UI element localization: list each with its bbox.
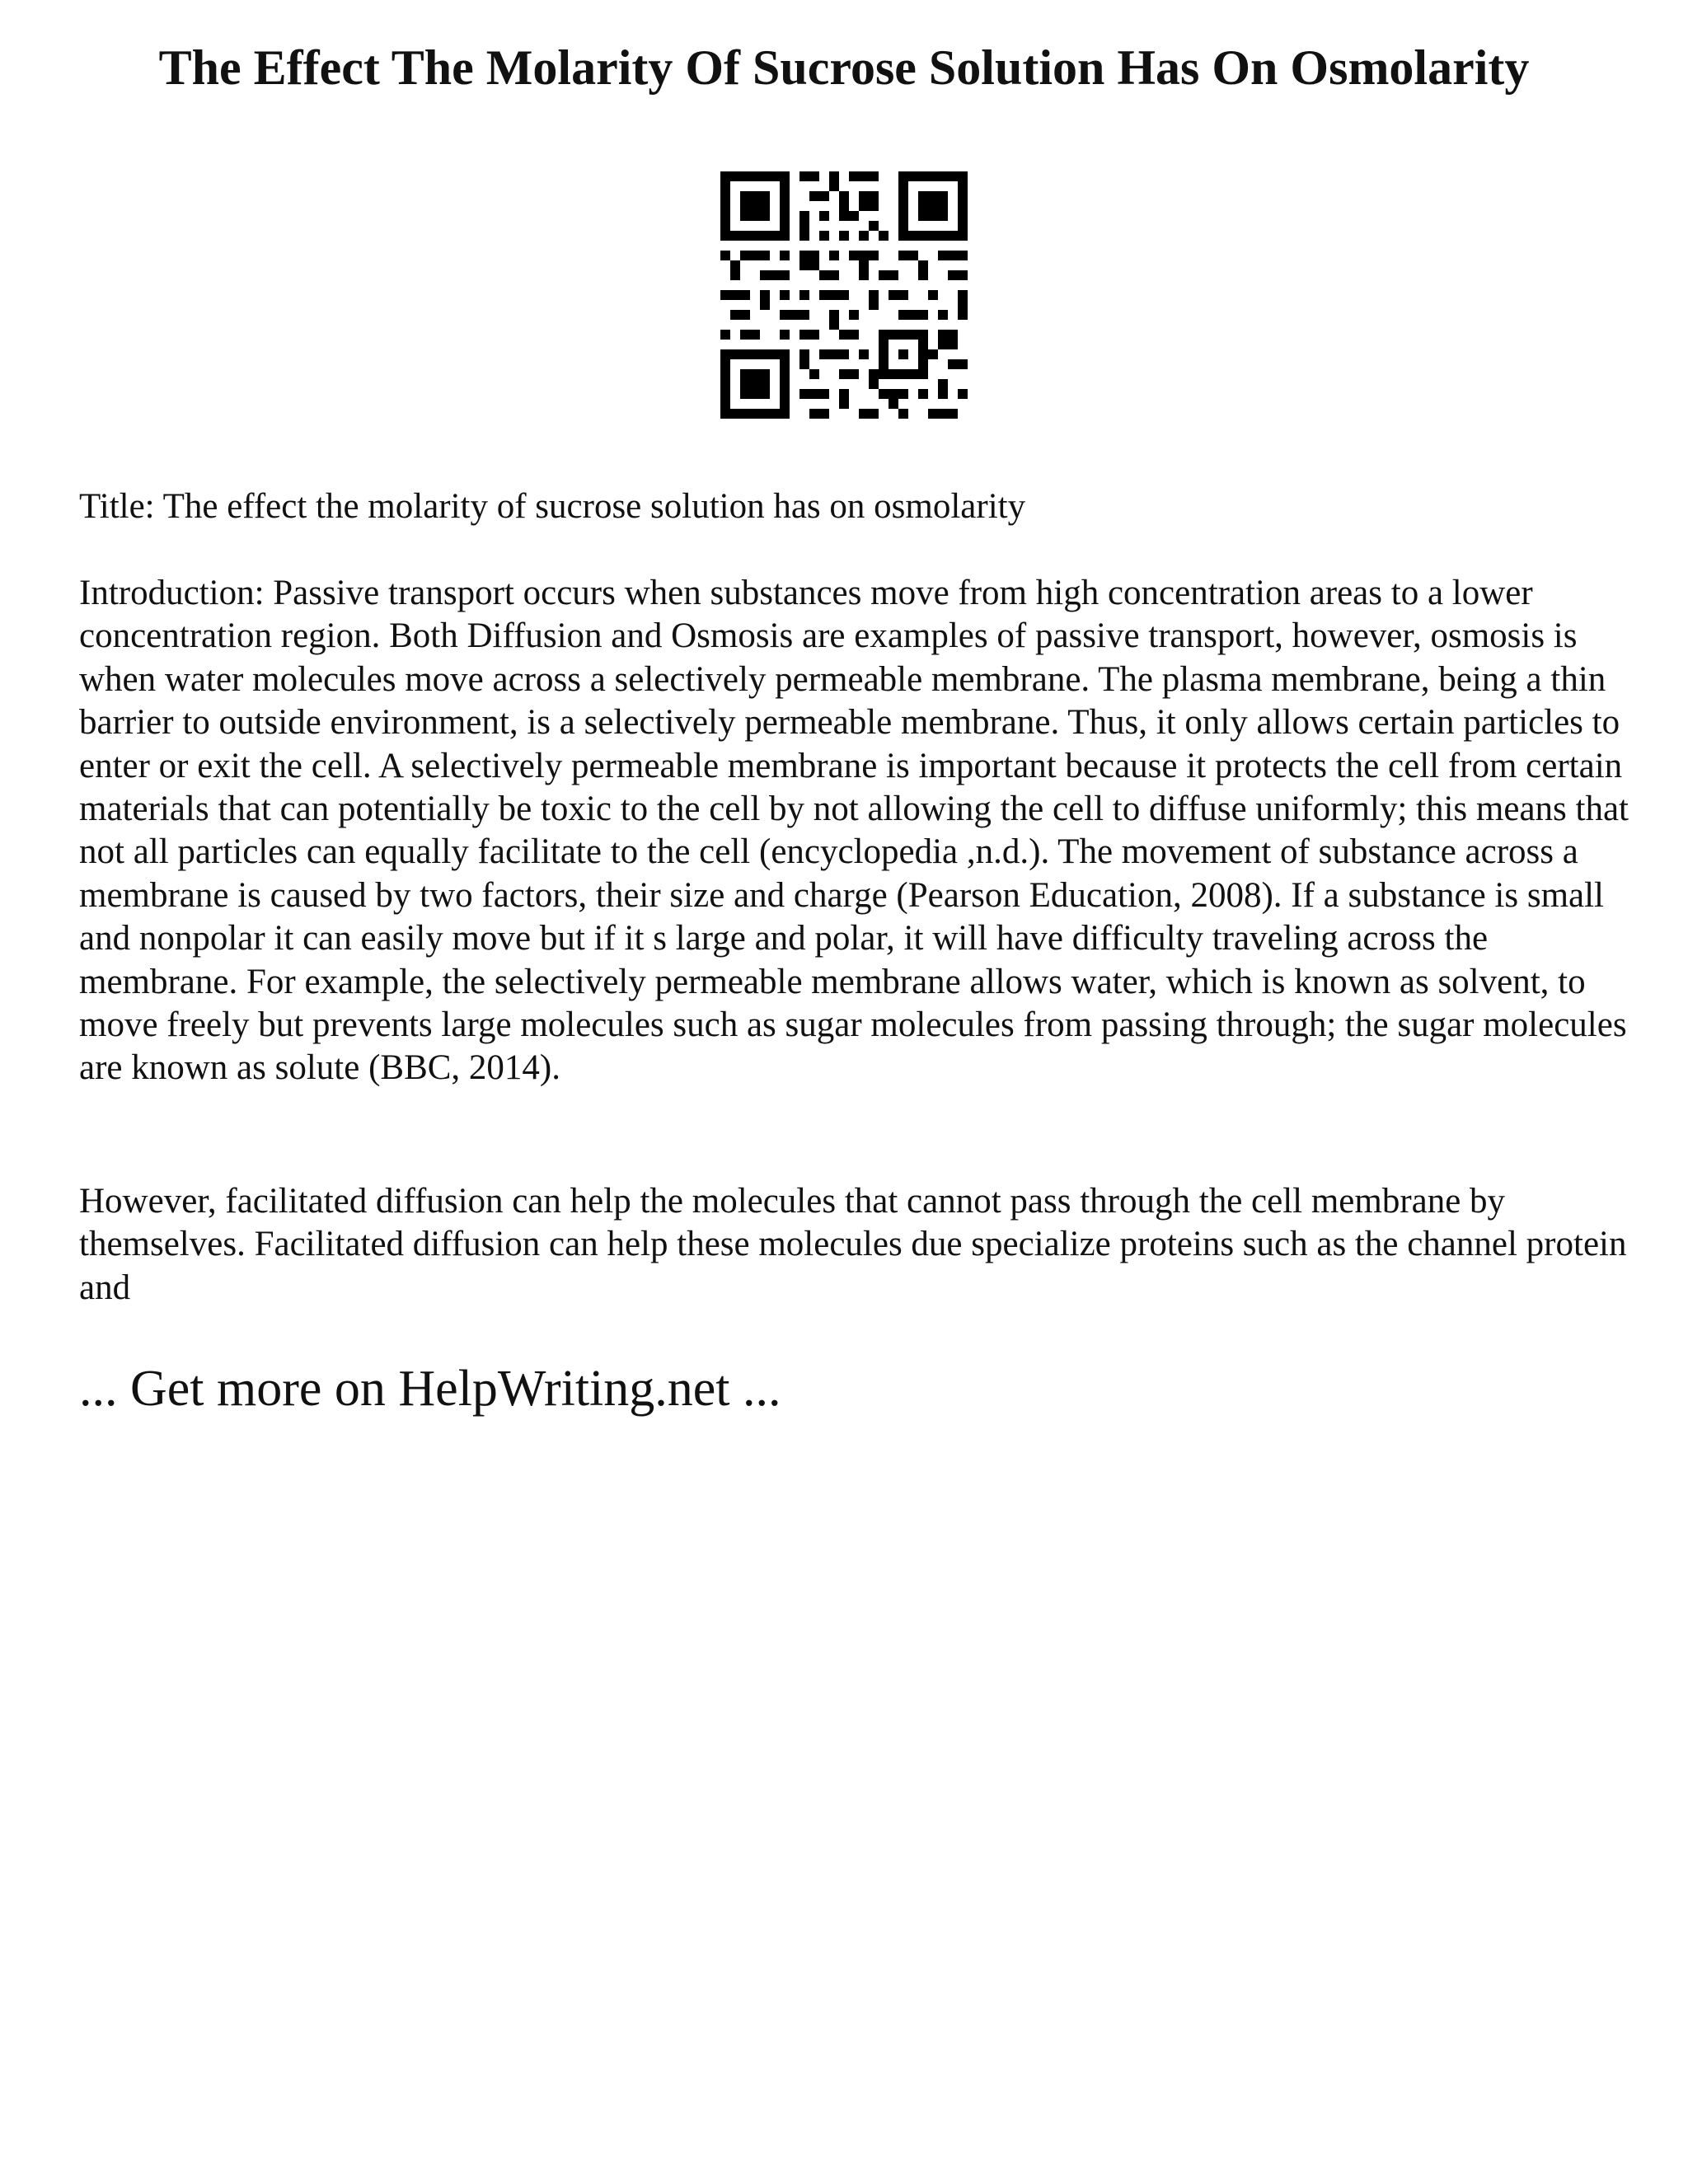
qr-code-icon	[720, 171, 968, 419]
report-title-line: Title: The effect the molarity of sucrose solution has on osmolarity	[79, 487, 1026, 526]
facilitated-diffusion-paragraph: However, facilitated diffusion can help the molecules that cannot pass through the cell membrane by themselves. Facilitated diffusion can help these molecules due specialize proteins such as the channel protein and	[79, 1182, 1627, 1307]
document-heading: The Effect The Molarity Of Sucrose Solution Has On Osmolarity	[158, 40, 1530, 95]
introduction-paragraph: Introduction: Passive transport occurs when substances move from high concentration areas to a lower concentration region. Both Diffusion and Osmosis are examples of passive transport, however, osmosis is when water molecules move across a selectively permeable membrane. The plasma membrane, being a thin barrier to outside environment, is a selectively permeable membrane. Thus, it only allows certain particles to enter or exit the cell. A selectively permeable membrane is important because it protects the cell from certain materials that can potentially be toxic to the cell by not allowing the cell to diffuse uniformly; this means that not all particles can equally facilitate to the cell (encyclopedia ,n.d.). The movement of substance across a membrane is caused by two factors, their size and charge (Pearson Education, 2008). If a substance is small and nonpolar it can easily move but if it s large and polar, it will have difficulty traveling across the membrane. For example, the selectively permeable membrane allows water, which is known as solvent, to move freely but prevents large molecules such as sugar molecules from passing through; the sugar molecules are known as solute (BBC, 2014).	[79, 574, 1629, 1088]
get-more-link[interactable]: ... Get more on HelpWriting.net ...	[79, 1361, 781, 1417]
